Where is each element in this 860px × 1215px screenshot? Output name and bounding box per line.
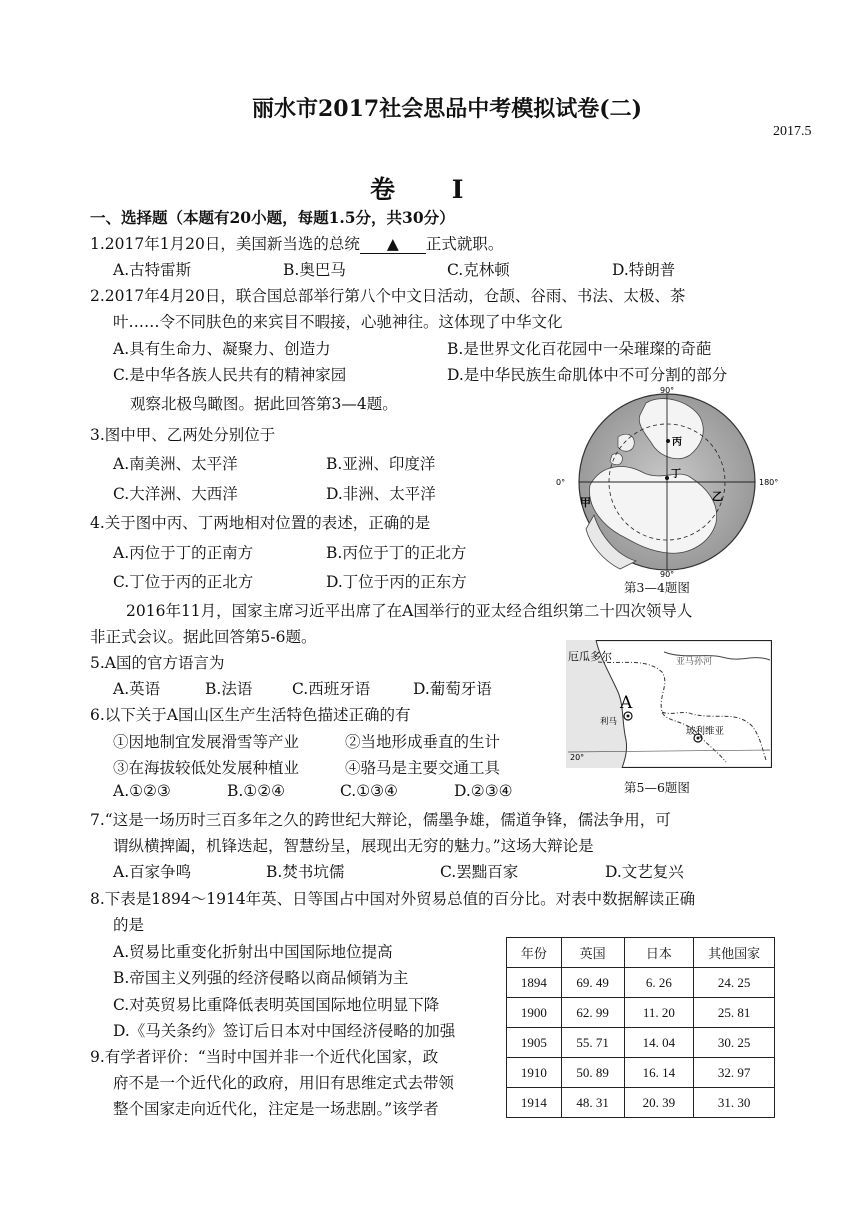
- table-cell: 55. 71: [561, 1028, 624, 1058]
- section-heading: 一、选择题（本题有20小题，每题1.5分，共30分）: [90, 208, 455, 227]
- question-8-line-2: 的是: [113, 916, 145, 934]
- question-7-option-b: B.焚书坑儒: [266, 863, 345, 881]
- question-3-option-b: B.亚洲、印度洋: [326, 455, 436, 473]
- island-1: [618, 434, 634, 451]
- table-cell: 25. 81: [694, 998, 775, 1028]
- question-2-option-c: C.是中华各族人民共有的精神家园: [113, 366, 347, 384]
- table-cell: 20. 39: [624, 1088, 694, 1118]
- point-bing-dot: [666, 439, 670, 443]
- question-6-item-2: ②当地形成垂直的生计: [345, 733, 501, 751]
- question-1-stem-b: 正式就职。: [425, 235, 504, 253]
- table-cell: 24. 25: [694, 968, 775, 998]
- south-america-map-figure: [566, 640, 772, 768]
- label-180-degree: 180°: [759, 478, 779, 487]
- question-1-option-a: A.古特雷斯: [113, 261, 192, 279]
- question-6-option-b: B.①②④: [227, 782, 286, 800]
- table-header-cell: 英国: [561, 938, 624, 968]
- question-5-option-a: A.英语: [113, 680, 161, 698]
- table-cell: 16. 14: [624, 1058, 694, 1088]
- table-cell: 69. 49: [561, 968, 624, 998]
- question-2-line-2: 叶……令不同肤色的来宾目不暇接，心驰神往。这体现了中华文化: [113, 313, 563, 331]
- question-1-option-d: D.特朗普: [612, 261, 676, 279]
- question-7-option-d: D.文艺复兴: [605, 863, 684, 881]
- label-90-top: 90°: [660, 386, 675, 395]
- question-7-option-c: C.罢黜百家: [440, 863, 519, 881]
- table-cell: 1905: [507, 1028, 562, 1058]
- point-ding-dot: [665, 476, 669, 480]
- polar-map-figure: [550, 385, 785, 581]
- table-cell: 6. 26: [624, 968, 694, 998]
- question-7-line-2: 谓纵横捭阖，机锋迭起，智慧纷呈，展现出无穷的魅力。”这场大辩论是: [113, 837, 594, 855]
- question-8-option-c: C.对英贸易比重降低表明英国国际地位明显下降: [113, 996, 440, 1014]
- table-cell: 32. 97: [694, 1058, 775, 1088]
- question-4-option-d: D.丁位于丙的正东方: [326, 573, 467, 591]
- question-6-stem: 6.以下关于A国山区生产生活特色描述正确的有: [90, 706, 411, 724]
- table-row: [507, 1088, 775, 1118]
- question-7-line-1: 7.“这是一场历时三百多年之久的跨世纪大辩论，儒墨争雄，儒道争锋，儒法争用，可: [90, 811, 671, 829]
- table-cell: 14. 04: [624, 1028, 694, 1058]
- page-title: 丽水市2017社会思品中考模拟试卷(二): [252, 96, 643, 122]
- question-6-option-c: C.①③④: [340, 782, 398, 800]
- figure-5-6-caption: 第5—6题图: [624, 780, 690, 795]
- label-bing: 丙: [672, 437, 682, 448]
- question-3-option-d: D.非洲、太平洋: [326, 485, 436, 503]
- question-4-option-c: C.丁位于丙的正北方: [113, 573, 254, 591]
- table-cell: 1900: [507, 998, 562, 1028]
- table-cell: 11. 20: [624, 998, 694, 1028]
- table-header-cell: 日本: [624, 938, 694, 968]
- table-header-row: [507, 938, 775, 968]
- question-5-stem: 5.A国的官方语言为: [90, 654, 225, 672]
- question-5-option-c: C.西班牙语: [292, 680, 371, 698]
- question-4-option-b: B.丙位于丁的正北方: [326, 544, 467, 562]
- question-4-option-a: A.丙位于丁的正南方: [113, 544, 254, 562]
- group-3-4-intro: 观察北极鸟瞰图。据此回答第3—4题。: [130, 395, 398, 413]
- trade-share-table: [506, 937, 775, 1118]
- question-6-item-4: ④骆马是主要交通工具: [345, 759, 501, 777]
- figure-3-4-caption: 第3—4题图: [624, 580, 690, 595]
- label-90-bottom: 90°: [660, 570, 675, 579]
- question-2-option-d: D.是中华民族生命肌体中不可分割的部分: [447, 366, 728, 384]
- question-6-option-a: A.①②③: [113, 782, 171, 800]
- question-2-option-a: A.具有生命力、凝聚力、创造力: [113, 340, 331, 358]
- answer-blank: ▲: [360, 235, 426, 254]
- label-A: A: [620, 693, 633, 713]
- table-cell: 62. 99: [561, 998, 624, 1028]
- question-8-line-1: 8.下表是1894～1914年英、日等国占中国对外贸易总值的百分比。对表中数据解读正确: [90, 890, 696, 908]
- question-9-line-2: 府不是一个近代化的政府，用旧有思维定式去带领: [113, 1074, 455, 1092]
- question-9-line-1: 9.有学者评价：“当时中国并非一个近代化国家，政: [90, 1048, 439, 1066]
- label-bolivia: 玻利维亚: [686, 726, 725, 737]
- table-row: [507, 1028, 775, 1058]
- question-4-stem: 4.关于图中丙、丁两地相对位置的表述，正确的是: [90, 514, 431, 532]
- label-jia: 甲: [580, 496, 591, 509]
- label-ding: 丁: [671, 469, 681, 480]
- group-5-6-line-1: 2016年11月，国家主席习近平出席了在A国举行的亚太经合组织第二十四次领导人: [126, 602, 693, 620]
- question-5-option-b: B.法语: [205, 680, 253, 698]
- label-lima: 利马: [600, 717, 618, 727]
- table-cell: 50. 89: [561, 1058, 624, 1088]
- question-1-stem-a: 1.2017年1月20日，美国新当选的总统: [90, 235, 360, 253]
- question-5-option-d: D.葡萄牙语: [413, 680, 492, 698]
- island-2: [610, 453, 622, 464]
- table-header-cell: 年份: [507, 938, 562, 968]
- question-6-option-d: D.②③④: [454, 782, 513, 800]
- point-lima-dot: [627, 715, 630, 718]
- question-9-line-3: 整个国家走向近代化，注定是一场悲剧。”该学者: [113, 1100, 439, 1118]
- label-0-degree: 0°: [556, 478, 566, 487]
- table-cell: 1894: [507, 968, 562, 998]
- question-8-option-a: A.贸易比重变化折射出中国国际地位提高: [113, 943, 393, 961]
- question-3-option-a: A.南美洲、太平洋: [113, 455, 238, 473]
- question-6-item-3: ③在海拔较低处发展种植业: [113, 759, 300, 777]
- question-1-stem: [90, 232, 503, 254]
- table-cell: 48. 31: [561, 1088, 624, 1118]
- question-2-option-b: B.是世界文化百花园中一朵璀璨的奇葩: [447, 340, 712, 358]
- question-1-option-c: C.克林顿: [447, 261, 510, 279]
- table-cell: 30. 25: [694, 1028, 775, 1058]
- label-amazon: 亚马孙河: [676, 657, 713, 667]
- question-3-option-c: C.大洋洲、大西洋: [113, 485, 238, 503]
- label-ecuador: 厄瓜多尔: [568, 650, 612, 663]
- question-3-stem: 3.图中甲、乙两处分别位于: [90, 426, 276, 444]
- group-5-6-line-2: 非正式会议。据此回答第5-6题。: [90, 628, 317, 646]
- question-1-option-b: B.奥巴马: [283, 261, 346, 279]
- table-cell: 1914: [507, 1088, 562, 1118]
- question-2-line-1: 2.2017年4月20日，联合国总部举行第八个中文日活动，仓颉、谷雨、书法、太极、茶: [90, 287, 686, 305]
- table-row: [507, 968, 775, 998]
- table-row: [507, 998, 775, 1028]
- table-cell: 31. 30: [694, 1088, 775, 1118]
- table-header-cell: 其他国家: [694, 938, 775, 968]
- question-7-option-a: A.百家争鸣: [113, 863, 192, 881]
- table-cell: 1910: [507, 1058, 562, 1088]
- question-8-option-b: B.帝国主义列强的经济侵略以商品倾销为主: [113, 969, 409, 987]
- table-row: [507, 1058, 775, 1088]
- question-8-option-d: D.《马关条约》签订后日本对中国经济侵略的加强: [113, 1022, 456, 1040]
- label-20-degree: 20°: [570, 753, 585, 762]
- volume-heading: 卷 I: [370, 175, 488, 204]
- question-6-item-1: ①因地制宜发展滑雪等产业: [113, 733, 300, 751]
- label-yi: 乙: [712, 490, 723, 503]
- exam-date: 2017.5: [773, 124, 812, 139]
